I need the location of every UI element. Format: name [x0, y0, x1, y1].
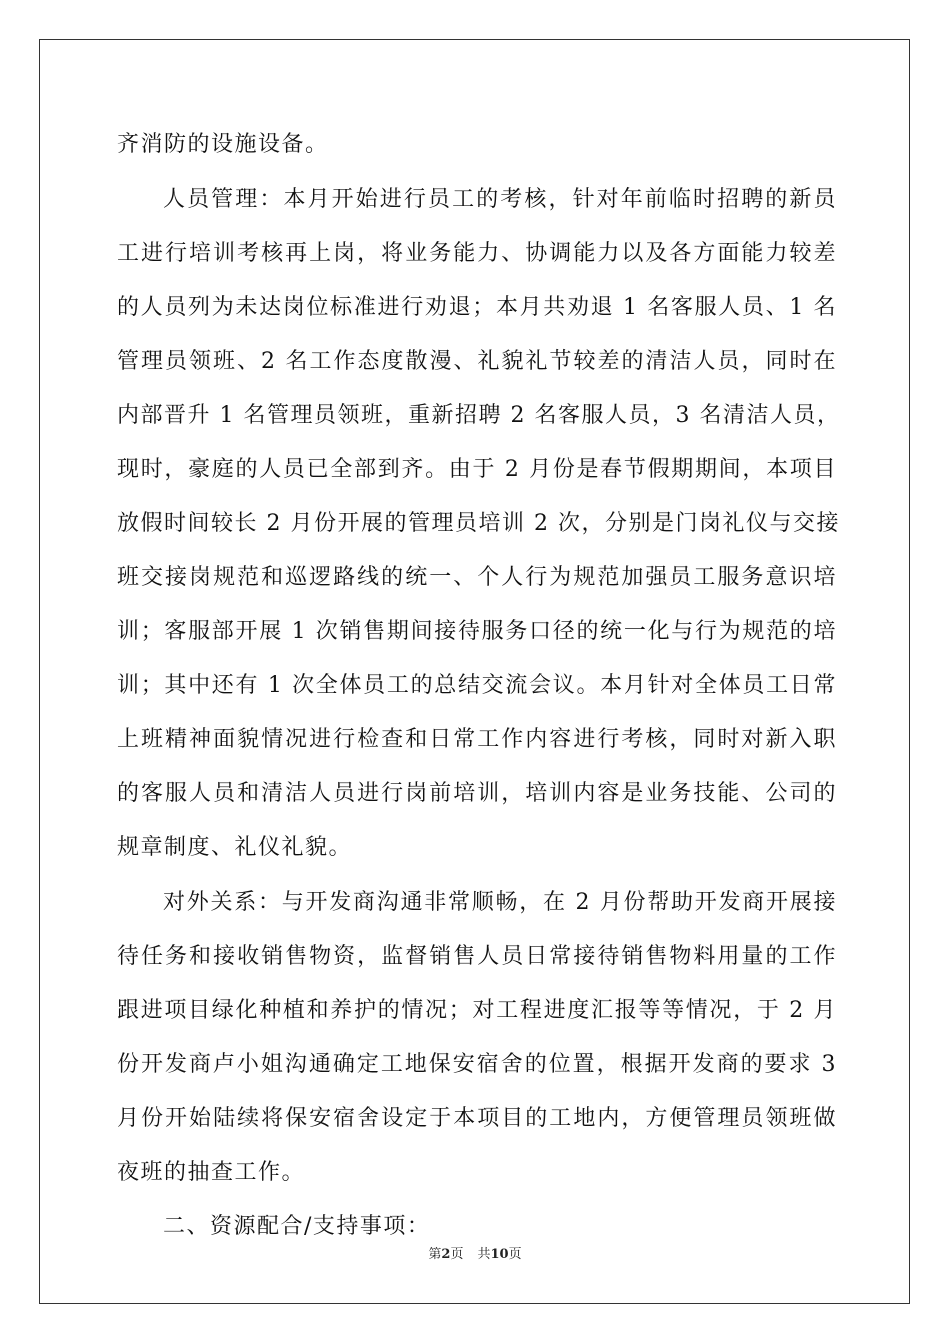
- paragraph-external-start: 对外关系：与开发商沟通非常顺畅，在 2 月份帮助开发商开展接: [163, 890, 837, 915]
- footer-total-unit: 页: [508, 1247, 522, 1262]
- body-line: 待任务和接收销售物资，监督销售人员日常接待销售物料用量的工作: [117, 944, 837, 969]
- body-line: 工进行培训考核再上岗，将业务能力、协调能力以及各方面能力较差: [117, 241, 837, 266]
- body-line: 齐消防的设施设备。: [117, 132, 329, 157]
- body-line: 月份开始陆续将保安宿舍设定于本项目的工地内，方便管理员领班做: [117, 1106, 837, 1131]
- body-line: 夜班的抽查工作。: [117, 1160, 306, 1185]
- footer-page-unit: 页: [450, 1247, 464, 1262]
- body-line: 管理员领班、2 名工作态度散漫、礼貌礼节较差的清洁人员，同时在: [117, 349, 837, 374]
- footer-page-total: 10: [490, 1247, 509, 1262]
- body-line: 训；其中还有 1 次全体员工的总结交流会议。本月针对全体员工日常: [117, 673, 837, 698]
- footer-page-current: 2: [441, 1247, 451, 1262]
- page-footer: [0, 1246, 950, 1264]
- paragraph-personnel-start: 人员管理：本月开始进行员工的考核，针对年前临时招聘的新员: [163, 187, 837, 212]
- body-line: 班交接岗规范和巡逻路线的统一、个人行为规范加强员工服务意识培: [117, 565, 837, 590]
- body-line: 的客服人员和清洁人员进行岗前培训，培训内容是业务技能、公司的: [117, 781, 837, 806]
- body-line: 份开发商卢小姐沟通确定工地保安宿舍的位置，根据开发商的要求 3: [117, 1052, 837, 1077]
- footer-page-prefix: 第: [428, 1247, 442, 1262]
- body-line: 上班精神面貌情况进行检查和日常工作内容进行考核，同时对新入职: [117, 727, 837, 752]
- section-heading: 二、资源配合/支持事项：: [163, 1214, 431, 1239]
- body-line: 训；客服部开展 1 次销售期间接待服务口径的统一化与行为规范的培: [117, 619, 837, 644]
- footer-total-prefix: 共: [477, 1247, 491, 1262]
- body-line: 的人员列为未达岗位标准进行劝退；本月共劝退 1 名客服人员、1 名: [117, 295, 837, 320]
- body-line: 规章制度、礼仪礼貌。: [117, 835, 353, 860]
- body-line: 放假时间较长 2 月份开展的管理员培训 2 次，分别是门岗礼仪与交接: [117, 511, 840, 536]
- body-line: 内部晋升 1 名管理员领班，重新招聘 2 名客服人员，3 名清洁人员，: [117, 403, 841, 428]
- body-line: 现时，豪庭的人员已全部到齐。由于 2 月份是春节假期期间，本项目: [117, 457, 837, 482]
- body-line: 跟进项目绿化种植和养护的情况；对工程进度汇报等等情况，于 2 月: [117, 998, 837, 1023]
